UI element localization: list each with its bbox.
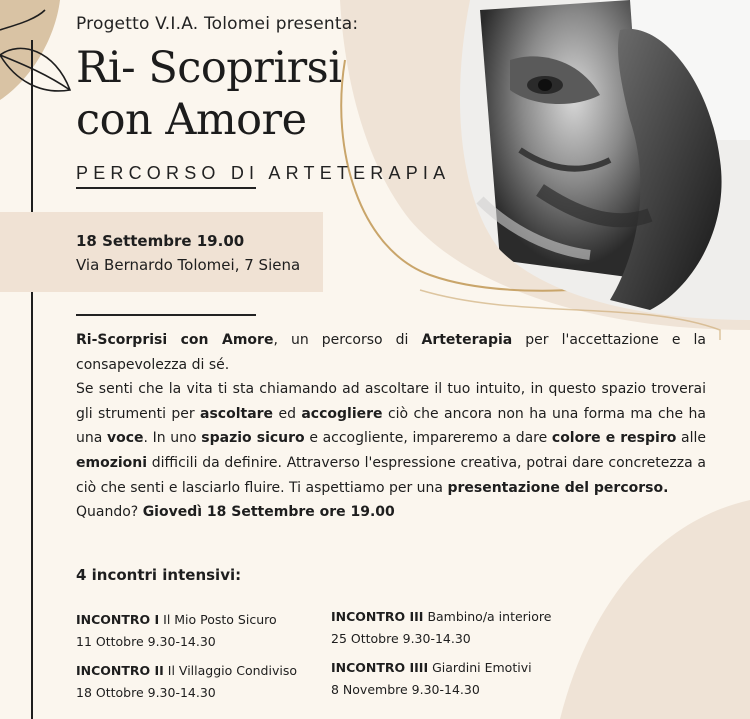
text: ciò che ancora non ha una forma ma che ha una bbox=[76, 405, 707, 447]
event-date: 18 Settembre 19.00 bbox=[76, 232, 245, 250]
incontro-3 bbox=[331, 606, 551, 650]
incontro-label: INCONTRO I bbox=[76, 612, 160, 627]
description bbox=[76, 328, 706, 525]
bold-text: presentazione del percorso. bbox=[447, 479, 669, 496]
section-divider bbox=[76, 314, 256, 316]
date-box bbox=[0, 212, 323, 292]
incontro-1 bbox=[76, 609, 277, 653]
text: , un percorso di bbox=[273, 332, 422, 348]
incontro-when: 8 Novembre 9.30-14.30 bbox=[331, 682, 480, 697]
presenter-line: Progetto V.I.A. Tolomei presenta: bbox=[76, 14, 359, 34]
bold-text: colore e respiro bbox=[551, 430, 677, 447]
event-address: Via Bernardo Tolomei, 7 Siena bbox=[76, 256, 301, 274]
bold-text: Ri-Scorprisi con Amore bbox=[76, 332, 274, 348]
text: e accogliente, impareremo a dare bbox=[304, 430, 552, 447]
incontro-label: INCONTRO IIII bbox=[331, 660, 429, 675]
title-line-1: Ri- Scoprirsi bbox=[76, 43, 342, 93]
text: difficili da definire. Attraverso l'espressione creativa, potrai dare concretezza a ciò che senti e lasciarlo fluire. Ti aspettiamo per una bbox=[76, 454, 706, 496]
title-line-2: con Amore bbox=[76, 95, 307, 145]
text: Quando? bbox=[76, 504, 143, 521]
incontro-label: INCONTRO II bbox=[76, 663, 164, 678]
incontro-2 bbox=[76, 660, 297, 704]
incontro-when: 11 Ottobre 9.30-14.30 bbox=[76, 634, 216, 649]
text: alle bbox=[676, 430, 706, 447]
subtitle: PERCORSO DI ARTETERAPIA bbox=[76, 163, 451, 183]
photo-mirror-face bbox=[420, 0, 750, 320]
bold-text: Arteterapia bbox=[421, 332, 513, 348]
incontro-name: Bambino/a interiore bbox=[423, 609, 552, 624]
bold-text: ascoltare bbox=[200, 405, 274, 422]
incontri-heading: 4 incontri intensivi: bbox=[76, 566, 242, 584]
incontro-when: 25 Ottobre 9.30-14.30 bbox=[331, 631, 471, 646]
bold-text: emozioni bbox=[76, 454, 148, 471]
bold-text: Giovedì 18 Settembre ore 19.00 bbox=[142, 504, 395, 521]
description-paragraph-2 bbox=[76, 377, 706, 500]
vertical-rule bbox=[31, 40, 33, 719]
description-when bbox=[76, 500, 706, 525]
subtitle-underline bbox=[76, 187, 256, 189]
text: . In uno bbox=[143, 430, 202, 447]
text: per l'accettazione e la consapevolezza di sé. bbox=[76, 332, 706, 373]
incontro-name: Il Mio Posto Sicuro bbox=[159, 612, 277, 627]
text: ed bbox=[273, 405, 302, 422]
incontro-label: INCONTRO III bbox=[331, 609, 424, 624]
incontro-name: Giardini Emotivi bbox=[428, 660, 532, 675]
title bbox=[76, 42, 456, 146]
incontro-name: Il Villaggio Condiviso bbox=[163, 663, 297, 678]
bold-text: spazio sicuro bbox=[201, 430, 305, 447]
beige-blob-bottom-right bbox=[560, 500, 750, 719]
bold-text: accogliere bbox=[301, 405, 383, 422]
description-paragraph-1 bbox=[76, 328, 706, 377]
text: Se senti che la vita ti sta chiamando ad ascoltare il tuo intuito, in questo spazio troverai gli strumenti per bbox=[76, 381, 706, 422]
incontro-4 bbox=[331, 657, 532, 701]
incontro-when: 18 Ottobre 9.30-14.30 bbox=[76, 685, 216, 700]
bold-text: voce bbox=[106, 430, 144, 447]
